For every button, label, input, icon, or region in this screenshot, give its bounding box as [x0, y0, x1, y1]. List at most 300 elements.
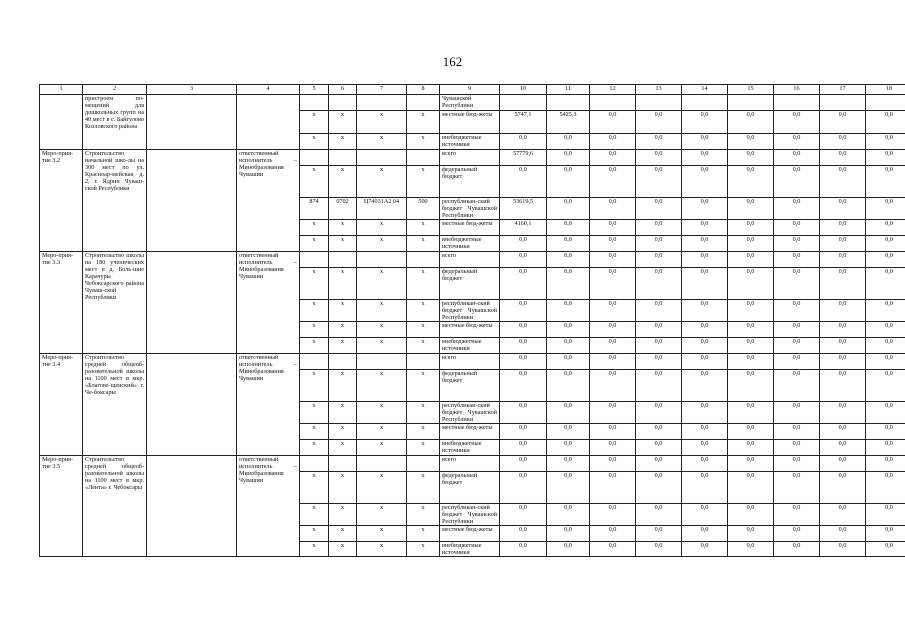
event-name: Строительство средней общеоб-разовательной школы на 1100 мест в мкр. «Благове-щенский» г. Че-боксары	[83, 354, 147, 456]
value-cell: 0,0	[820, 236, 866, 252]
source-cell: всего	[440, 252, 500, 268]
value-cell	[500, 95, 547, 111]
source-cell: внебюджетные источники	[440, 440, 500, 456]
empty-cell	[147, 252, 237, 354]
code-cell	[407, 456, 440, 472]
value-cell: 0,0	[728, 472, 774, 504]
event-label: Меро-прия-тие 3.3	[40, 252, 83, 354]
code-cell: x	[357, 236, 407, 252]
code-cell: x	[357, 440, 407, 456]
value-cell: 0,0	[774, 542, 820, 557]
table-row	[40, 95, 905, 111]
code-cell	[407, 95, 440, 111]
value-cell: 0,0	[547, 402, 590, 424]
value-cell: 0,0	[728, 111, 774, 134]
value-cell: 0,0	[682, 166, 728, 198]
column-number: 1	[40, 85, 83, 95]
value-cell: 0,0	[590, 542, 636, 557]
value-cell: 0,0	[636, 236, 682, 252]
value-cell: 0,0	[820, 354, 866, 370]
column-number-row	[40, 85, 905, 95]
value-cell: 0,0	[547, 166, 590, 198]
value-cell: 0,0	[866, 504, 905, 526]
value-cell: 0,0	[728, 150, 774, 166]
value-cell: 0,0	[547, 526, 590, 542]
value-cell: 0,0	[728, 440, 774, 456]
value-cell: 0,0	[774, 134, 820, 150]
code-cell: x	[300, 542, 329, 557]
code-cell: x	[407, 111, 440, 134]
value-cell	[682, 95, 728, 111]
value-cell: 0,0	[866, 220, 905, 236]
value-cell: 0,0	[590, 322, 636, 338]
code-cell: x	[329, 322, 357, 338]
executor-cell: ответственный исполнитель – Минобразования Чувашии	[237, 252, 300, 354]
value-cell: 0,0	[500, 322, 547, 338]
value-cell: 0,0	[590, 440, 636, 456]
code-cell: x	[407, 322, 440, 338]
value-cell: 0,0	[590, 424, 636, 440]
value-cell: 0,0	[774, 111, 820, 134]
value-cell: 0,0	[500, 472, 547, 504]
value-cell: 0,0	[590, 370, 636, 402]
value-cell: 0,0	[682, 456, 728, 472]
code-cell: x	[329, 268, 357, 300]
value-cell: 0,0	[636, 322, 682, 338]
source-cell: внебюджетные источники	[440, 338, 500, 354]
code-cell: x	[300, 504, 329, 526]
column-number: 14	[682, 85, 728, 95]
column-number: 8	[407, 85, 440, 95]
code-cell: x	[407, 134, 440, 150]
code-cell: x	[407, 338, 440, 354]
value-cell: 0,0	[547, 440, 590, 456]
column-number: 17	[820, 85, 866, 95]
value-cell: 0,0	[682, 220, 728, 236]
value-cell	[728, 95, 774, 111]
event-label: Меро-прия-тие 3.2	[40, 150, 83, 252]
value-cell: 0,0	[820, 370, 866, 402]
value-cell: 0,0	[636, 134, 682, 150]
value-cell: 0,0	[636, 252, 682, 268]
code-cell	[357, 252, 407, 268]
value-cell: 0,0	[636, 300, 682, 322]
code-cell: x	[357, 542, 407, 557]
value-cell: 0,0	[774, 268, 820, 300]
value-cell: 0,0	[590, 252, 636, 268]
code-cell: x	[357, 268, 407, 300]
value-cell: 0,0	[500, 370, 547, 402]
value-cell: 0,0	[500, 402, 547, 424]
value-cell: 0,0	[682, 150, 728, 166]
code-cell: x	[329, 220, 357, 236]
value-cell: 0,0	[590, 504, 636, 526]
code-cell	[357, 95, 407, 111]
value-cell: 0,0	[774, 150, 820, 166]
empty-cell	[147, 456, 237, 557]
value-cell: 0,0	[682, 504, 728, 526]
value-cell: 0,0	[728, 220, 774, 236]
code-cell: x	[329, 300, 357, 322]
code-cell: x	[357, 338, 407, 354]
budget-table	[39, 84, 905, 557]
value-cell: 0,0	[728, 166, 774, 198]
value-cell: 0,0	[500, 338, 547, 354]
value-cell: 0,0	[500, 424, 547, 440]
value-cell: 0,0	[547, 472, 590, 504]
value-cell: 0,0	[728, 370, 774, 402]
value-cell: 0,0	[636, 472, 682, 504]
value-cell: 0,0	[636, 542, 682, 557]
value-cell: 0,0	[682, 134, 728, 150]
event-name: Строительство средней общеоб-разовательной школы на 1100 мест в мкр. «Лента» г. Чебоксары	[83, 456, 147, 557]
empty-cell	[147, 354, 237, 456]
value-cell: 0,0	[820, 166, 866, 198]
code-cell	[300, 456, 329, 472]
value-cell: 0,0	[590, 166, 636, 198]
code-cell: x	[300, 166, 329, 198]
value-cell: 0,0	[820, 472, 866, 504]
code-cell: x	[329, 338, 357, 354]
source-cell: республикан-ский бюджет Чувашской Республики	[440, 300, 500, 322]
code-cell: x	[329, 542, 357, 557]
value-cell: 0,0	[728, 354, 774, 370]
source-cell: федеральный бюджет	[440, 268, 500, 300]
value-cell: 0,0	[682, 268, 728, 300]
code-cell	[300, 95, 329, 111]
value-cell: 0,0	[636, 150, 682, 166]
value-cell: 0,0	[500, 542, 547, 557]
value-cell: 0,0	[682, 526, 728, 542]
value-cell: 0,0	[728, 322, 774, 338]
value-cell: 0,0	[820, 526, 866, 542]
code-cell: x	[300, 111, 329, 134]
value-cell: 0,0	[866, 338, 905, 354]
value-cell: 0,0	[590, 526, 636, 542]
event-name: пристроем по-мещений для дошкольных групп на 40 мест в с. Байгулово Козловского района	[83, 95, 147, 150]
code-cell: x	[407, 504, 440, 526]
code-cell: x	[329, 236, 357, 252]
value-cell: 0,0	[820, 220, 866, 236]
value-cell: 0,0	[590, 220, 636, 236]
value-cell: 0,0	[636, 440, 682, 456]
code-cell	[300, 252, 329, 268]
value-cell: 0,0	[728, 456, 774, 472]
code-cell: x	[329, 472, 357, 504]
value-cell: 0,0	[774, 322, 820, 338]
code-cell: x	[357, 111, 407, 134]
value-cell: 0,0	[682, 542, 728, 557]
value-cell: 0,0	[866, 252, 905, 268]
empty-cell	[147, 95, 237, 150]
code-cell: x	[407, 542, 440, 557]
value-cell: 0,0	[774, 472, 820, 504]
value-cell: 0,0	[590, 236, 636, 252]
value-cell: 0,0	[500, 504, 547, 526]
value-cell: 0,0	[547, 322, 590, 338]
code-cell: x	[407, 220, 440, 236]
value-cell: 0,0	[866, 402, 905, 424]
value-cell: 0,0	[774, 252, 820, 268]
value-cell: 0,0	[682, 236, 728, 252]
code-cell: x	[357, 402, 407, 424]
code-cell: x	[300, 424, 329, 440]
code-cell: Ц74031А2 04	[357, 198, 407, 220]
value-cell: 0,0	[547, 424, 590, 440]
code-cell: x	[300, 300, 329, 322]
value-cell: 0,0	[820, 440, 866, 456]
page-number: 162	[442, 54, 463, 69]
value-cell: 0,0	[590, 338, 636, 354]
value-cell: 0,0	[547, 198, 590, 220]
value-cell: 0,0	[682, 370, 728, 402]
value-cell: 0,0	[636, 338, 682, 354]
value-cell: 0,0	[590, 150, 636, 166]
code-cell: x	[300, 338, 329, 354]
code-cell: x	[407, 300, 440, 322]
value-cell: 0,0	[590, 198, 636, 220]
value-cell: 0,0	[590, 472, 636, 504]
value-cell: 0,0	[866, 424, 905, 440]
value-cell: 0,0	[590, 402, 636, 424]
value-cell: 0,0	[500, 236, 547, 252]
value-cell: 0,0	[820, 111, 866, 134]
value-cell: 0,0	[500, 252, 547, 268]
value-cell: 0,0	[547, 236, 590, 252]
value-cell: 0,0	[774, 456, 820, 472]
value-cell: 0,0	[500, 354, 547, 370]
source-cell: республикан-ский бюджет Чувашской Республики	[440, 504, 500, 526]
column-number: 9	[440, 85, 500, 95]
value-cell: 0,0	[866, 542, 905, 557]
code-cell: x	[329, 370, 357, 402]
value-cell: 0,0	[636, 402, 682, 424]
value-cell: 0,0	[866, 456, 905, 472]
value-cell: 0,0	[547, 252, 590, 268]
value-cell: 0,0	[820, 268, 866, 300]
code-cell	[407, 252, 440, 268]
value-cell: 0,0	[866, 472, 905, 504]
value-cell: 0,0	[590, 456, 636, 472]
code-cell: x	[329, 424, 357, 440]
value-cell	[636, 95, 682, 111]
value-cell: 0,0	[636, 166, 682, 198]
source-cell: федеральный бюджет	[440, 370, 500, 402]
code-cell	[407, 354, 440, 370]
value-cell: 0,0	[547, 504, 590, 526]
column-number: 6	[329, 85, 357, 95]
value-cell: 0,0	[820, 300, 866, 322]
code-cell	[357, 150, 407, 166]
value-cell: 0,0	[774, 504, 820, 526]
value-cell: 0,0	[682, 198, 728, 220]
value-cell: 0,0	[682, 338, 728, 354]
value-cell: 0,0	[866, 134, 905, 150]
value-cell: 0,0	[547, 268, 590, 300]
value-cell: 0,0	[866, 354, 905, 370]
code-cell: x	[407, 402, 440, 424]
source-cell: местные бюд-жеты	[440, 322, 500, 338]
value-cell	[866, 95, 905, 111]
column-number: 2	[83, 85, 147, 95]
value-cell: 0,0	[774, 424, 820, 440]
code-cell: x	[407, 236, 440, 252]
executor-cell: ответственный исполнитель – Минобразования Чувашии	[237, 150, 300, 252]
value-cell: 0,0	[682, 424, 728, 440]
code-cell	[329, 354, 357, 370]
value-cell: 0,0	[682, 402, 728, 424]
value-cell: 0,0	[820, 322, 866, 338]
column-number: 4	[237, 85, 300, 95]
value-cell: 0,0	[500, 300, 547, 322]
value-cell: 0,0	[866, 300, 905, 322]
value-cell: 0,0	[728, 424, 774, 440]
executor-cell	[237, 95, 300, 150]
column-number: 12	[590, 85, 636, 95]
code-cell: x	[357, 472, 407, 504]
value-cell: 0,0	[728, 134, 774, 150]
event-name: Строительство начальной шко-лы на 300 мест по ул. Красноар-мейская, д. 2, г. Ядрин Чуваш-ской Республики	[83, 150, 147, 252]
value-cell: 5425,3	[547, 111, 590, 134]
value-cell: 0,0	[820, 134, 866, 150]
executor-cell: ответственный исполнитель – Минобразования Чувашии	[237, 456, 300, 557]
value-cell: 0,0	[682, 354, 728, 370]
code-cell: x	[357, 370, 407, 402]
code-cell	[407, 150, 440, 166]
value-cell: 0,0	[820, 338, 866, 354]
value-cell: 0,0	[636, 111, 682, 134]
value-cell: 53619,5	[500, 198, 547, 220]
code-cell: x	[407, 472, 440, 504]
value-cell: 0,0	[682, 472, 728, 504]
code-cell: x	[357, 300, 407, 322]
value-cell: 0,0	[774, 198, 820, 220]
source-cell: всего	[440, 150, 500, 166]
value-cell: 0,0	[866, 111, 905, 134]
column-number: 18	[866, 85, 905, 95]
code-cell: x	[329, 166, 357, 198]
table-row	[40, 150, 905, 166]
source-cell: всего	[440, 354, 500, 370]
value-cell: 0,0	[820, 252, 866, 268]
value-cell: 0,0	[636, 268, 682, 300]
source-cell: федеральный бюджет	[440, 166, 500, 198]
code-cell: x	[407, 424, 440, 440]
value-cell: 0,0	[728, 268, 774, 300]
value-cell: 0,0	[728, 338, 774, 354]
code-cell: x	[329, 526, 357, 542]
value-cell: 0,0	[590, 300, 636, 322]
code-cell: x	[300, 370, 329, 402]
value-cell: 0,0	[774, 338, 820, 354]
source-cell: местные бюд-жеты	[440, 424, 500, 440]
value-cell: 0,0	[500, 166, 547, 198]
code-cell: 500	[407, 198, 440, 220]
value-cell: 0,0	[866, 370, 905, 402]
value-cell: 0,0	[820, 150, 866, 166]
code-cell: x	[300, 402, 329, 424]
code-cell: x	[329, 402, 357, 424]
column-number: 15	[728, 85, 774, 95]
value-cell: 0,0	[728, 300, 774, 322]
value-cell: 0,0	[547, 354, 590, 370]
column-number: 3	[147, 85, 237, 95]
code-cell: x	[357, 504, 407, 526]
code-cell: 0702	[329, 198, 357, 220]
column-number: 7	[357, 85, 407, 95]
value-cell: 0,0	[636, 504, 682, 526]
code-cell	[329, 252, 357, 268]
column-number: 10	[500, 85, 547, 95]
table-row	[40, 252, 905, 268]
value-cell: 0,0	[774, 236, 820, 252]
code-cell: x	[407, 440, 440, 456]
code-cell: x	[329, 134, 357, 150]
value-cell: 0,0	[774, 354, 820, 370]
value-cell: 0,0	[774, 300, 820, 322]
code-cell: x	[300, 526, 329, 542]
value-cell: 0,0	[636, 456, 682, 472]
code-cell: 874	[300, 198, 329, 220]
value-cell: 0,0	[682, 440, 728, 456]
value-cell: 0,0	[636, 220, 682, 236]
column-number: 11	[547, 85, 590, 95]
value-cell: 0,0	[500, 526, 547, 542]
source-cell: местные бюд-жеты	[440, 220, 500, 236]
value-cell: 0,0	[636, 370, 682, 402]
column-number: 5	[300, 85, 329, 95]
table-row	[40, 354, 905, 370]
code-cell: x	[357, 166, 407, 198]
code-cell	[300, 354, 329, 370]
value-cell: 0,0	[590, 354, 636, 370]
value-cell: 5747,1	[500, 111, 547, 134]
code-cell	[329, 150, 357, 166]
value-cell: 0,0	[500, 134, 547, 150]
value-cell: 0,0	[590, 268, 636, 300]
code-cell: x	[300, 236, 329, 252]
code-cell: x	[357, 134, 407, 150]
value-cell: 0,0	[636, 424, 682, 440]
value-cell: 0,0	[774, 166, 820, 198]
source-cell: местные бюд-жеты	[440, 111, 500, 134]
value-cell: 0,0	[774, 526, 820, 542]
value-cell: 0,0	[547, 542, 590, 557]
code-cell: x	[407, 370, 440, 402]
value-cell: 0,0	[636, 526, 682, 542]
event-name: Строительство школы на 180 ученических мест в д. Боль-шие Карачуры Чебоксарского района Чуваш-ской Республики	[83, 252, 147, 354]
code-cell: x	[329, 504, 357, 526]
value-cell: 0,0	[500, 268, 547, 300]
code-cell: x	[357, 424, 407, 440]
value-cell: 0,0	[866, 236, 905, 252]
value-cell	[774, 95, 820, 111]
value-cell: 0,0	[728, 402, 774, 424]
value-cell: 0,0	[774, 370, 820, 402]
value-cell: 0,0	[682, 300, 728, 322]
value-cell: 0,0	[636, 354, 682, 370]
value-cell: 0,0	[682, 322, 728, 338]
source-cell: местные бюд-жеты	[440, 526, 500, 542]
code-cell	[300, 150, 329, 166]
value-cell: 0,0	[866, 198, 905, 220]
value-cell: 0,0	[547, 300, 590, 322]
code-cell	[329, 95, 357, 111]
event-label	[40, 95, 83, 150]
value-cell: 0,0	[820, 542, 866, 557]
event-label: Меро-прия-тие 3.5	[40, 456, 83, 557]
value-cell: 0,0	[820, 424, 866, 440]
